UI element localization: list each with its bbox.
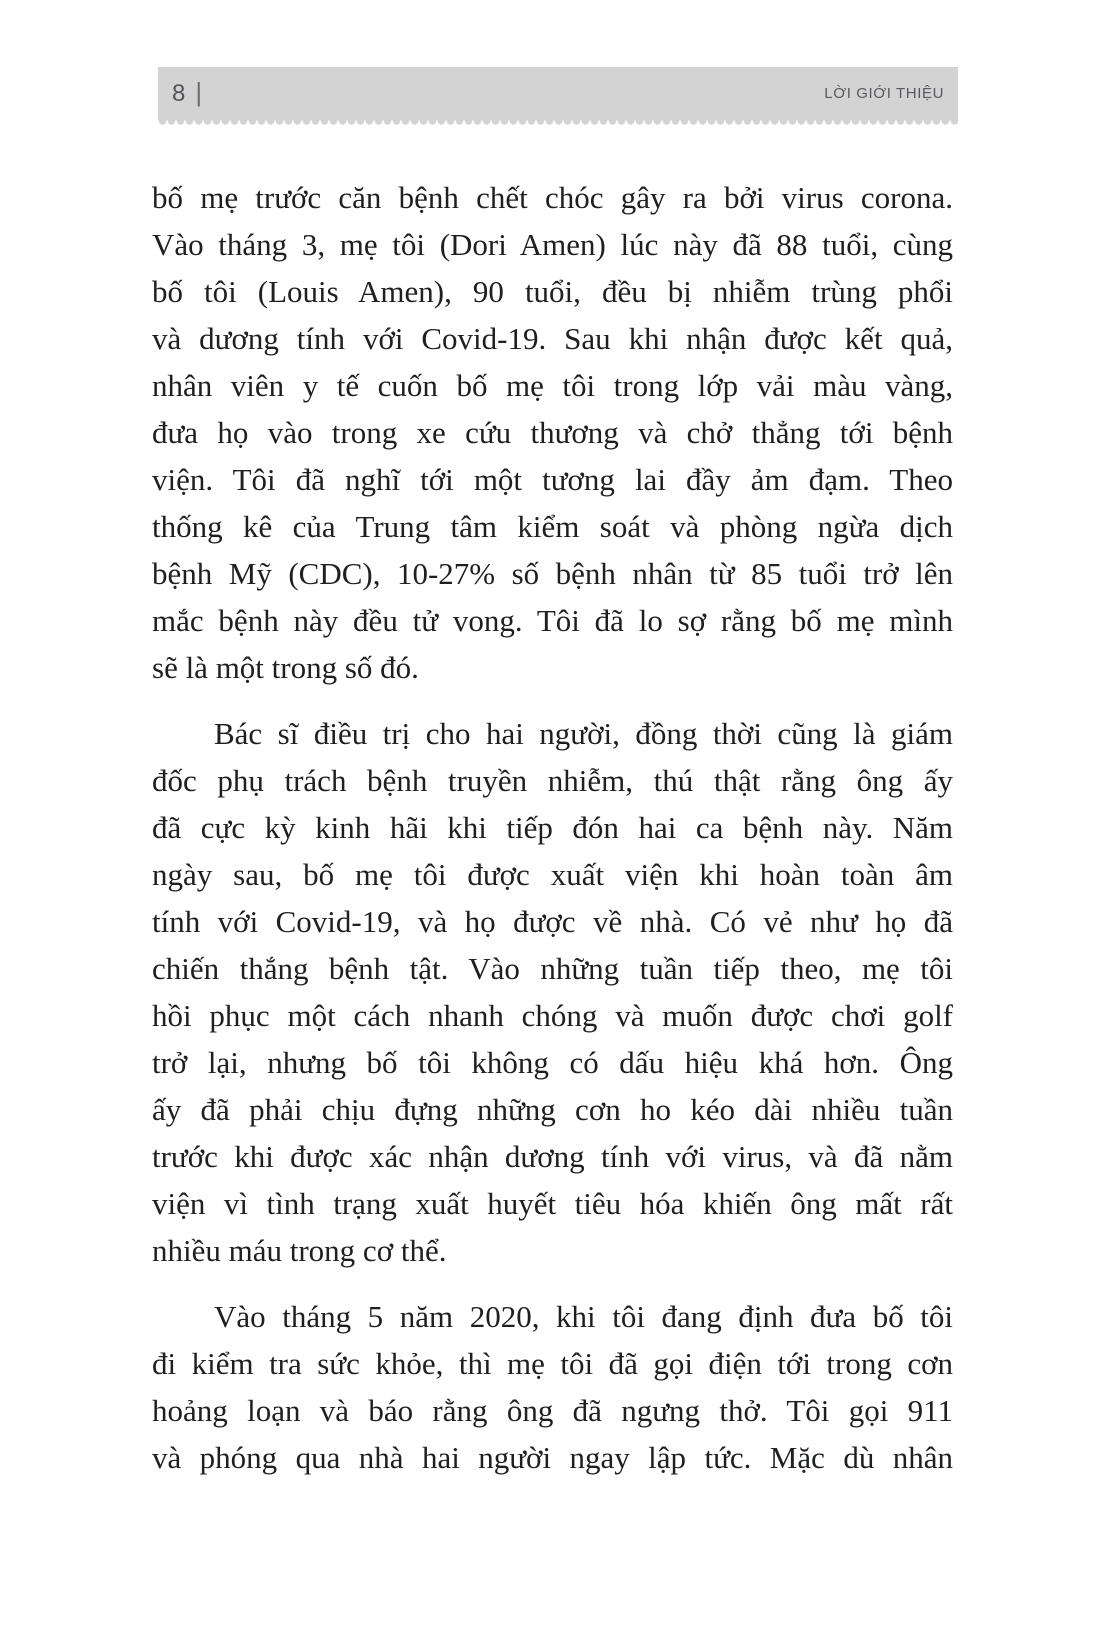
running-header: [158, 67, 958, 120]
text-line: Vào tháng 5 năm 2020, khi tôi đang định đưa bố tôi: [214, 1299, 953, 1334]
text-line: viện. Tôi đã nghĩ tới một tương lai đầy ảm đạm. Theo: [152, 462, 953, 497]
text-line: hoảng loạn và báo rằng ông đã ngưng thở. Tôi gọi 911: [152, 1393, 953, 1428]
chapter-title: LỜI GIỚI THIỆU: [824, 85, 944, 102]
paragraph: [152, 710, 953, 1274]
header-left-group: [172, 78, 202, 109]
text-line: đốc phụ trách bệnh truyền nhiễm, thú thật rằng ông ấy: [152, 763, 953, 798]
text-line: trước khi được xác nhận dương tính với virus, và đã nằm: [152, 1139, 953, 1174]
paragraph: [152, 174, 953, 691]
text-line: đưa họ vào trong xe cứu thương và chở thẳng tới bệnh: [152, 415, 953, 450]
text-line: trở lại, nhưng bố tôi không có dấu hiệu khá hơn. Ông: [152, 1045, 953, 1080]
text-line: thống kê của Trung tâm kiểm soát và phòng ngừa dịch: [152, 509, 953, 544]
paragraph: [152, 1293, 953, 1481]
text-line: hồi phục một cách nhanh chóng và muốn được chơi golf: [152, 998, 953, 1033]
body-text: [152, 174, 953, 1481]
page-number: 8: [172, 79, 186, 107]
text-line: đã cực kỳ kinh hãi khi tiếp đón hai ca bệnh này. Năm: [152, 810, 953, 845]
header-scalloped-edge: [158, 120, 958, 125]
text-line: bố mẹ trước căn bệnh chết chóc gây ra bởi virus corona.: [152, 180, 953, 215]
text-line: nhiều máu trong cơ thể.: [152, 1233, 447, 1268]
text-line: và phóng qua nhà hai người ngay lập tức. Mặc dù nhân: [152, 1440, 953, 1475]
text-line: sẽ là một trong số đó.: [152, 650, 419, 685]
text-line: bệnh Mỹ (CDC), 10-27% số bệnh nhân từ 85 tuổi trở lên: [152, 556, 953, 591]
text-line: ngày sau, bố mẹ tôi được xuất viện khi hoàn toàn âm: [152, 857, 953, 892]
text-line: mắc bệnh này đều tử vong. Tôi đã lo sợ rằng bố mẹ mình: [152, 603, 953, 638]
text-line: đi kiểm tra sức khỏe, thì mẹ tôi đã gọi điện tới trong cơn: [152, 1346, 953, 1381]
text-line: và dương tính với Covid-19. Sau khi nhận được kết quả,: [152, 321, 953, 356]
text-line: chiến thắng bệnh tật. Vào những tuần tiếp theo, mẹ tôi: [152, 951, 953, 986]
text-line: Bác sĩ điều trị cho hai người, đồng thời cũng là giám: [214, 716, 953, 751]
text-line: viện vì tình trạng xuất huyết tiêu hóa khiến ông mất rất: [152, 1186, 953, 1221]
text-line: ấy đã phải chịu đựng những cơn ho kéo dài nhiều tuần: [152, 1092, 953, 1127]
header-separator: |: [195, 77, 203, 107]
text-line: Vào tháng 3, mẹ tôi (Dori Amen) lúc này đã 88 tuổi, cùng: [152, 227, 953, 262]
text-line: nhân viên y tế cuốn bố mẹ tôi trong lớp vải màu vàng,: [152, 368, 953, 403]
text-line: bố tôi (Louis Amen), 90 tuổi, đều bị nhiễm trùng phổi: [152, 274, 953, 309]
text-line: tính với Covid-19, và họ được về nhà. Có vẻ như họ đã: [152, 904, 953, 939]
